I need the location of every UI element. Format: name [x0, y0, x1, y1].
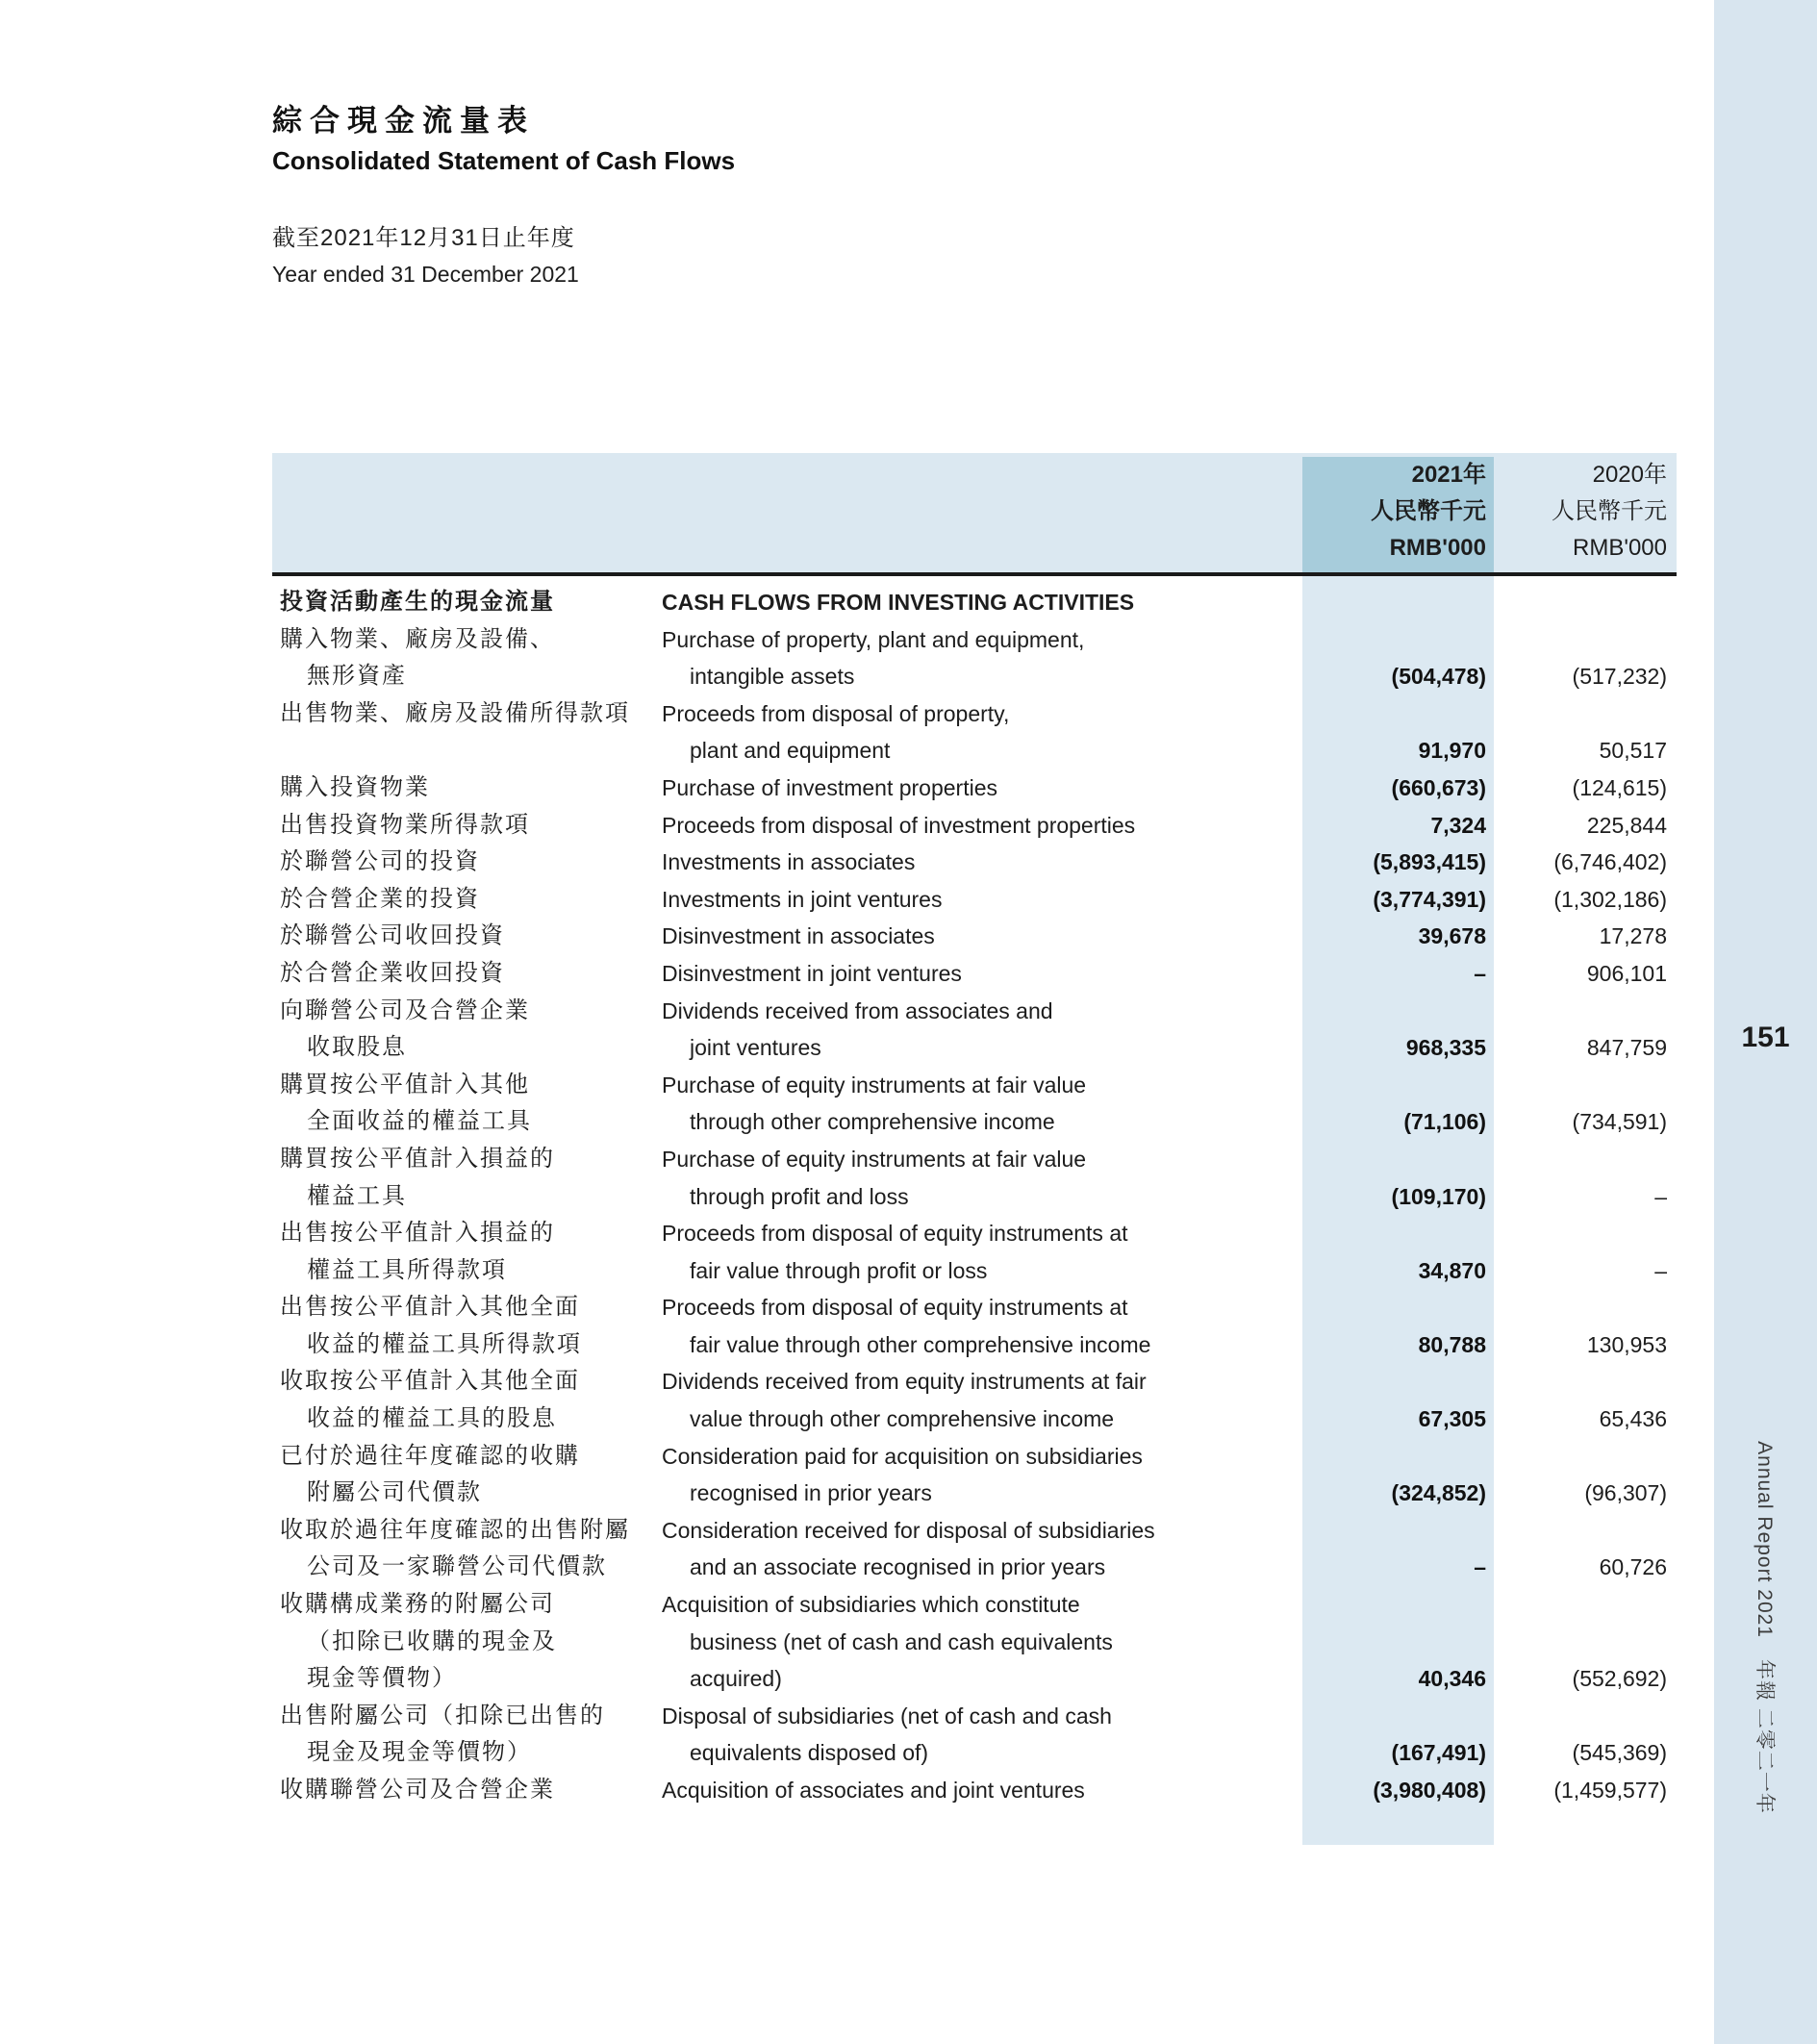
row-label-en: plant and equipment	[690, 738, 891, 764]
row-label-en: CASH FLOWS FROM INVESTING ACTIVITIES	[662, 590, 1135, 615]
table-row	[272, 1512, 1677, 1550]
row-label-en: business (net of cash and cash equivalents	[690, 1628, 1113, 1654]
table-row	[272, 844, 1677, 881]
row-label-zh: 投資活動產生的現金流量	[280, 589, 555, 615]
row-label-zh: 收取於過往年度確認的出售附屬	[280, 1516, 630, 1543]
value-2021	[1302, 1363, 1494, 1401]
value-2021: 34,870	[1418, 1257, 1486, 1283]
value-2020: (124,615)	[1572, 774, 1667, 800]
value-2021: 91,970	[1418, 738, 1486, 764]
row-label-zh: 出售按公平值計入損益的	[280, 1220, 555, 1247]
value-2021: (3,980,408)	[1373, 1778, 1486, 1803]
document-title-zh: 綜合現金流量表	[272, 104, 535, 139]
table-row	[272, 1624, 1677, 1661]
value-2020	[1494, 993, 1677, 1030]
value-2020: 130,953	[1586, 1331, 1667, 1357]
value-2021: 80,788	[1418, 1331, 1486, 1357]
reporting-period-en: Year ended 31 December 2021	[272, 262, 579, 287]
row-label-en: Proceeds from disposal of property,	[662, 700, 1010, 726]
table-row	[272, 1029, 1677, 1067]
reporting-period	[272, 218, 579, 288]
value-2020	[1494, 1141, 1677, 1178]
value-2020	[1494, 1067, 1677, 1104]
value-2021	[1302, 993, 1494, 1030]
row-label-zh: 收取股息	[307, 1034, 407, 1061]
row-label-zh: 購買按公平值計入損益的	[280, 1145, 555, 1172]
value-2021: (324,852)	[1391, 1480, 1486, 1506]
table-row	[272, 621, 1677, 659]
table-row	[272, 1401, 1677, 1438]
value-2021: (504,478)	[1391, 664, 1486, 690]
row-label-en: Consideration paid for acquisition on subsidiaries	[662, 1443, 1143, 1469]
row-label-zh: 收購構成業務的附屬公司	[280, 1591, 555, 1618]
value-2021	[1302, 1512, 1494, 1550]
table-row	[272, 770, 1677, 807]
row-label-en: equivalents disposed of)	[690, 1740, 929, 1766]
table-row	[272, 1326, 1677, 1364]
row-label-en: Proceeds from disposal of equity instruments at	[662, 1295, 1128, 1321]
row-label-en: joint ventures	[690, 1035, 821, 1061]
table-row	[272, 881, 1677, 919]
row-label-zh: 出售按公平值計入其他全面	[280, 1294, 580, 1321]
value-2020: –	[1654, 1183, 1667, 1209]
value-2020: (545,369)	[1572, 1740, 1667, 1766]
value-2020: 65,436	[1599, 1406, 1667, 1432]
table-row	[272, 1734, 1677, 1772]
row-label-en: Purchase of equity instruments at fair value	[662, 1072, 1087, 1098]
row-label-en: fair value through profit or loss	[690, 1257, 988, 1283]
column-header-2020-currency: 人民幣千元	[1552, 498, 1667, 524]
value-2021	[1302, 584, 1494, 621]
value-2020	[1494, 1512, 1677, 1550]
value-2020	[1494, 1624, 1677, 1661]
value-2021: 39,678	[1418, 923, 1486, 949]
table-row	[272, 695, 1677, 733]
row-label-zh: 出售投資物業所得款項	[280, 811, 530, 838]
row-label-en: recognised in prior years	[690, 1480, 932, 1506]
row-label-en: value through other comprehensive income	[690, 1406, 1115, 1432]
value-2020	[1494, 1363, 1677, 1401]
table-row	[272, 1475, 1677, 1512]
row-label-zh: 已付於過往年度確認的收購	[280, 1442, 580, 1469]
row-label-zh: 購買按公平值計入其他	[280, 1071, 530, 1098]
row-label-zh: 無形資產	[307, 663, 407, 690]
value-2021: (3,774,391)	[1373, 886, 1486, 912]
row-label-en: Consideration received for disposal of subsidiaries	[662, 1517, 1155, 1543]
value-2020: (734,591)	[1572, 1109, 1667, 1135]
value-2021: (5,893,415)	[1373, 849, 1486, 875]
row-label-en: through other comprehensive income	[690, 1109, 1055, 1135]
table-row	[272, 1252, 1677, 1290]
value-2020: (6,746,402)	[1553, 849, 1667, 875]
table-row	[272, 658, 1677, 695]
value-2020: 906,101	[1586, 960, 1667, 986]
table-row	[272, 1141, 1677, 1178]
table-row	[272, 1103, 1677, 1141]
row-label-en: Purchase of property, plant and equipment,	[662, 626, 1085, 652]
report-edition-vertical-label: Annual Report 2021 年報 二零二一年	[1754, 1441, 1776, 1814]
row-label-zh: 於合營企業的投資	[280, 885, 480, 912]
table-row	[272, 1698, 1677, 1735]
value-2021	[1302, 1698, 1494, 1735]
table-row	[272, 1660, 1677, 1698]
row-label-zh: 現金及現金等價物）	[307, 1739, 532, 1766]
value-2021	[1302, 1624, 1494, 1661]
row-label-en: Acquisition of subsidiaries which constitute	[662, 1592, 1080, 1618]
row-label-en: Disinvestment in joint ventures	[662, 960, 962, 986]
row-label-zh: 收益的權益工具的股息	[307, 1405, 557, 1432]
column-header-2021	[1302, 457, 1494, 572]
row-label-zh: 收益的權益工具所得款項	[307, 1330, 582, 1357]
column-header-2021-year: 2021年	[1411, 462, 1486, 488]
value-2021: 67,305	[1418, 1406, 1486, 1432]
value-2021: (109,170)	[1391, 1183, 1486, 1209]
value-2020: –	[1654, 1257, 1667, 1283]
row-label-en: fair value through other comprehensive income	[690, 1331, 1151, 1357]
page-number: 151	[1741, 1022, 1790, 1053]
value-2020	[1494, 1586, 1677, 1624]
value-2021	[1302, 1586, 1494, 1624]
document-header	[272, 96, 735, 176]
cash-flow-table	[272, 453, 1677, 1809]
table-row	[272, 584, 1677, 621]
table-row	[272, 807, 1677, 845]
value-2020	[1494, 1438, 1677, 1476]
value-2021	[1302, 1215, 1494, 1252]
row-label-en: through profit and loss	[690, 1183, 909, 1209]
value-2021	[1302, 1438, 1494, 1476]
value-2020: 847,759	[1586, 1035, 1667, 1061]
row-label-zh: 全面收益的權益工具	[307, 1108, 532, 1135]
row-label-zh: 權益工具	[307, 1182, 407, 1209]
table-row	[272, 1549, 1677, 1586]
row-label-zh: （扣除已收購的現金及	[307, 1628, 557, 1654]
row-label-en: Investments in associates	[662, 849, 916, 875]
value-2020	[1494, 1289, 1677, 1326]
value-2021: –	[1474, 1554, 1486, 1580]
value-2021: (71,106)	[1403, 1109, 1486, 1135]
row-label-zh: 收購聯營公司及合營企業	[280, 1777, 555, 1803]
row-label-zh	[272, 732, 662, 770]
value-2021	[1302, 1141, 1494, 1178]
value-2020: 17,278	[1599, 923, 1667, 949]
column-header-2020-unit: RMB'000	[1573, 535, 1667, 561]
value-2020: (552,692)	[1572, 1666, 1667, 1692]
row-label-en: Disposal of subsidiaries (net of cash and cash	[662, 1703, 1112, 1729]
row-label-en: Dividends received from equity instruments at fair	[662, 1369, 1147, 1395]
value-2021	[1302, 695, 1494, 733]
row-label-zh: 現金等價物）	[307, 1665, 457, 1692]
value-2021: –	[1474, 960, 1486, 986]
value-2020	[1494, 1215, 1677, 1252]
reporting-period-zh: 截至2021年12月31日止年度	[272, 225, 575, 251]
column-header-2021-currency: 人民幣千元	[1371, 498, 1486, 524]
table-row	[272, 1586, 1677, 1624]
value-2021: 968,335	[1405, 1035, 1486, 1061]
table-row	[272, 732, 1677, 770]
value-2020	[1494, 1698, 1677, 1735]
table-row	[272, 1772, 1677, 1809]
table-row	[272, 1215, 1677, 1252]
row-label-en: intangible assets	[690, 664, 855, 690]
table-row	[272, 1067, 1677, 1104]
value-2020	[1494, 695, 1677, 733]
row-label-en: Dividends received from associates and	[662, 997, 1053, 1023]
row-label-zh: 附屬公司代價款	[307, 1479, 482, 1506]
value-2020: (1,302,186)	[1553, 886, 1667, 912]
value-2020: (96,307)	[1584, 1480, 1667, 1506]
document-title-en: Consolidated Statement of Cash Flows	[272, 146, 736, 175]
row-label-zh: 於聯營公司收回投資	[280, 922, 505, 949]
row-label-en: Purchase of equity instruments at fair value	[662, 1146, 1087, 1172]
row-label-zh: 於聯營公司的投資	[280, 848, 480, 875]
value-2021	[1302, 1067, 1494, 1104]
row-label-zh: 於合營企業收回投資	[280, 959, 505, 986]
value-2020: (517,232)	[1572, 664, 1667, 690]
value-2020: 50,517	[1599, 738, 1667, 764]
table-row	[272, 1363, 1677, 1401]
table-row	[272, 955, 1677, 993]
value-2021: 40,346	[1418, 1666, 1486, 1692]
value-2020	[1494, 584, 1677, 621]
row-label-en: Purchase of investment properties	[662, 774, 998, 800]
row-label-en: Acquisition of associates and joint ventures	[662, 1778, 1085, 1803]
table-row	[272, 1178, 1677, 1216]
row-label-zh: 權益工具所得款項	[307, 1256, 507, 1283]
value-2020: (1,459,577)	[1553, 1778, 1667, 1803]
row-label-zh: 出售物業、廠房及設備所得款項	[280, 699, 630, 726]
value-2021	[1302, 621, 1494, 659]
row-label-zh: 向聯營公司及合營企業	[280, 997, 530, 1023]
value-2020	[1494, 621, 1677, 659]
table-row	[272, 1289, 1677, 1326]
row-label-en: acquired)	[690, 1666, 782, 1692]
row-label-zh: 出售附屬公司（扣除已出售的	[280, 1702, 605, 1729]
row-label-en: Investments in joint ventures	[662, 886, 943, 912]
row-label-en: Proceeds from disposal of equity instruments at	[662, 1221, 1128, 1247]
table-header	[272, 453, 1677, 576]
row-label-zh: 公司及一家聯營公司代價款	[307, 1553, 607, 1580]
table-row	[272, 918, 1677, 955]
column-header-2020	[1494, 457, 1677, 572]
page-edge-strip	[1714, 0, 1817, 2044]
row-label-en: and an associate recognised in prior years	[690, 1554, 1106, 1580]
table-row	[272, 993, 1677, 1030]
value-2020: 60,726	[1599, 1554, 1667, 1580]
row-label-en: Disinvestment in associates	[662, 923, 935, 949]
column-header-2020-year: 2020年	[1592, 462, 1667, 488]
value-2021: (660,673)	[1391, 774, 1486, 800]
row-label-zh: 購入物業、廠房及設備、	[280, 625, 555, 652]
value-2021	[1302, 1289, 1494, 1326]
column-header-2021-unit: RMB'000	[1389, 535, 1486, 561]
row-label-zh: 購入投資物業	[280, 773, 430, 800]
row-label-zh: 收取按公平值計入其他全面	[280, 1368, 580, 1395]
value-2020: 225,844	[1586, 812, 1667, 838]
table-body	[272, 576, 1677, 1809]
row-label-en: Proceeds from disposal of investment properties	[662, 812, 1136, 838]
table-row	[272, 1438, 1677, 1476]
value-2021: 7,324	[1430, 812, 1486, 838]
table-header-spacer	[272, 457, 1302, 572]
value-2021: (167,491)	[1391, 1740, 1486, 1766]
